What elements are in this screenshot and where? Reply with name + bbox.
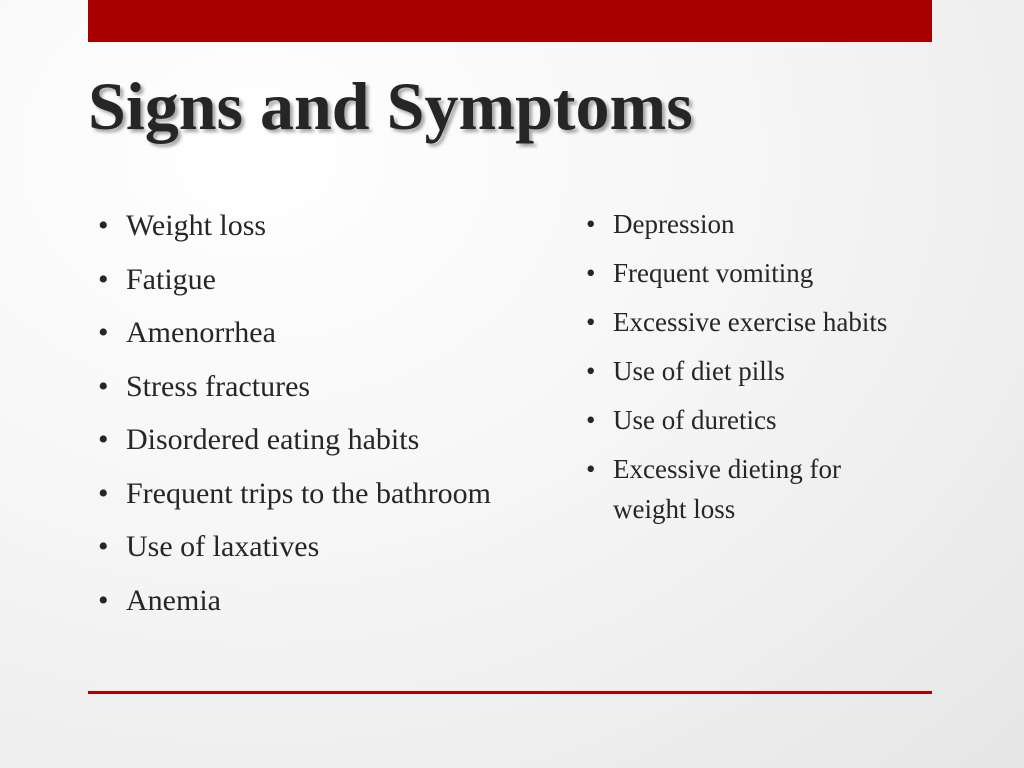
list-item: • Stress fractures [126,365,586,419]
list-item: • Depression [613,204,993,244]
list-item: • Anemia [126,579,586,633]
list-item: • Frequent trips to the bathroom [126,472,586,526]
list-item: • Disordered eating habits [126,418,586,472]
list-item: • Weight loss [126,204,586,258]
list-item: • Excessive exercise habits [613,302,993,342]
list-item: • Frequent vomiting [613,253,993,293]
list-item: • Use of diet pills [613,351,993,391]
list-item: • Use of laxatives [126,525,586,579]
slide-title: Signs and Symptoms [88,68,693,144]
list-item: • Use of duretics [613,400,993,440]
list-item: • Amenorrhea [126,311,586,365]
bottom-divider [88,691,932,694]
list-item: • Fatigue [126,258,586,312]
right-bullet-list [613,204,993,538]
left-bullet-list [126,204,586,632]
list-item: • Excessive dieting for weight loss [613,449,913,529]
top-accent-bar [88,0,932,42]
